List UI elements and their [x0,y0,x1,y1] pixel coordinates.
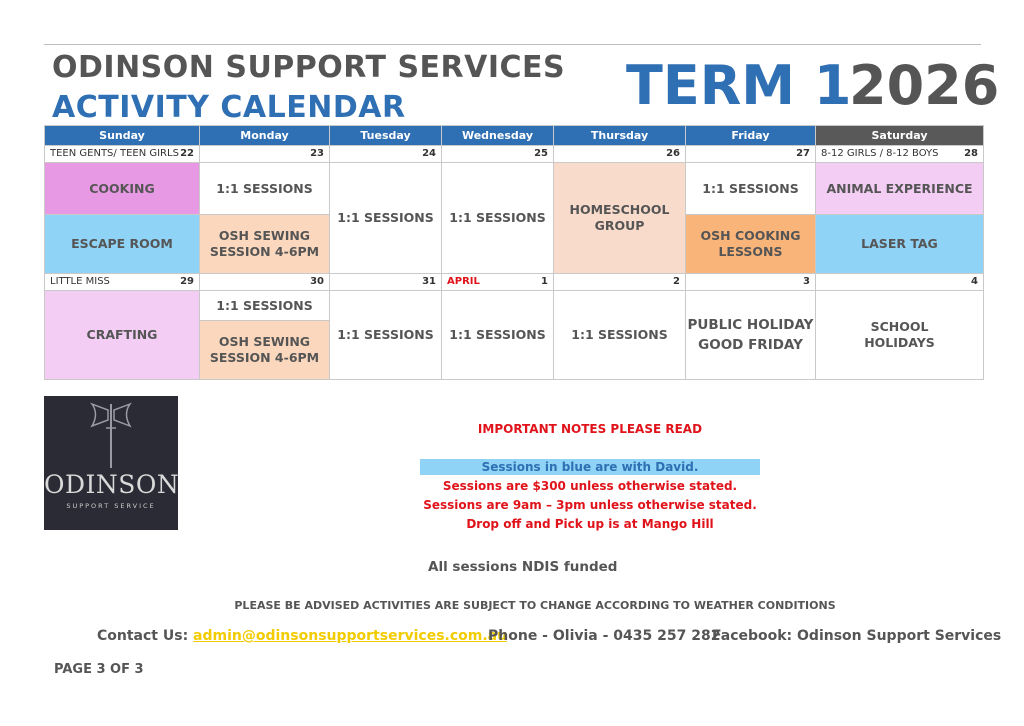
company-logo [44,396,178,530]
day-header: Saturday [816,126,984,146]
activity-cell: 1:1 SESSIONS [330,291,442,380]
activity-cell: LASER TAG [816,215,984,274]
date-cell [442,146,554,163]
notes-title: IMPORTANT NOTES PLEASE READ [477,422,703,436]
activity-line: OSH COOKING [700,228,801,243]
holiday-cell [686,291,816,380]
org-name: ODINSON SUPPORT SERVICES [52,50,566,85]
holiday-cell [816,291,984,380]
holiday-line: GOOD FRIDAY [698,337,803,353]
logo-wordmark: ODINSON [44,470,180,499]
activity-cell: 1:1 SESSIONS [554,291,686,380]
activity-cell: 1:1 SESSIONS [442,163,554,274]
week1-date-row [45,146,984,163]
date-cell [816,274,984,291]
day-header-row [45,126,984,146]
date-number: 30 [310,276,324,287]
activity-cell [200,321,330,380]
logo-tagline: SUPPORT SERVICE [66,502,156,510]
group-label: TEEN GENTS/ TEEN GIRLS [50,148,179,159]
axe-icon [84,400,138,470]
date-cell [554,274,686,291]
top-rule [44,44,981,45]
week1-activity-row [45,163,984,215]
date-cell [686,146,816,163]
note-time: Sessions are 9am – 3pm unless otherwise stated. [423,498,757,512]
note-location: Drop off and Pick up is at Mango Hill [466,517,714,531]
activity-cell: 1:1 SESSIONS [200,291,330,321]
group-label: 8-12 GIRLS / 8-12 BOYS [821,148,939,159]
ndis-note: All sessions NDIS funded [428,559,618,575]
day-header: Monday [200,126,330,146]
contact-line [97,628,507,644]
week2-activity-row [45,291,984,321]
note-price: Sessions are $300 unless otherwise stated. [442,479,738,493]
activity-cell [686,215,816,274]
date-cell [45,274,200,291]
activity-cell: 1:1 SESSIONS [330,163,442,274]
weather-advisory: PLEASE BE ADVISED ACTIVITIES ARE SUBJECT TO CHANGE ACCORDING TO WEATHER CONDITIONS [234,599,836,612]
date-number: 28 [964,148,978,159]
date-number: 27 [796,148,810,159]
activity-calendar [44,125,984,380]
contact-label: Contact Us: [97,628,189,644]
page-number: PAGE 3 OF 3 [54,662,144,677]
date-number: 3 [803,276,810,287]
date-number: 25 [534,148,548,159]
activity-cell: ESCAPE ROOM [45,215,200,274]
note-blue-sessions: Sessions in blue are with David. [420,459,760,475]
day-header: Friday [686,126,816,146]
date-cell [686,274,816,291]
date-number: 4 [971,276,978,287]
activity-cell: 1:1 SESSIONS [200,163,330,215]
month-label: APRIL [447,276,480,287]
date-number: 26 [666,148,680,159]
day-header: Sunday [45,126,200,146]
date-cell [554,146,686,163]
activity-cell: 1:1 SESSIONS [442,291,554,380]
date-number: 22 [180,148,194,159]
day-header: Thursday [554,126,686,146]
date-number: 24 [422,148,436,159]
date-number: 31 [422,276,436,287]
date-cell [816,146,984,163]
activity-cell [554,163,686,274]
week2-date-row [45,274,984,291]
date-number: 29 [180,276,194,287]
year-label: 2026 [849,54,1000,117]
activity-cell [200,215,330,274]
holiday-line: PUBLIC HOLIDAY [687,317,814,333]
activity-line: HOMESCHOOL [569,202,670,217]
activity-line: GROUP [594,218,645,233]
activity-line: OSH SEWING [218,334,311,349]
date-cell [330,274,442,291]
activity-cell: ANIMAL EXPERIENCE [816,163,984,215]
activity-cell: COOKING [45,163,200,215]
holiday-line: HOLIDAYS [864,335,935,350]
date-cell [45,146,200,163]
activity-line: LESSONS [718,244,783,259]
date-cell [200,146,330,163]
email-link[interactable]: admin@odinsonsupportservices.com.au [193,628,508,644]
day-header: Tuesday [330,126,442,146]
date-cell [200,274,330,291]
activity-line: OSH SEWING [218,228,311,243]
facebook-contact: Facebook: Odinson Support Services [712,628,1002,644]
date-number: 1 [541,276,548,287]
term-label: TERM 1 [626,54,852,117]
date-cell [330,146,442,163]
activity-cell: CRAFTING [45,291,200,380]
date-cell [442,274,554,291]
group-label: LITTLE MISS [50,276,110,287]
date-number: 2 [673,276,680,287]
date-number: 23 [310,148,324,159]
day-header: Wednesday [442,126,554,146]
holiday-line: SCHOOL [870,319,929,334]
phone-contact: Phone - Olivia - 0435 257 282 [488,628,721,644]
activity-cell: 1:1 SESSIONS [686,163,816,215]
activity-line: SESSION 4-6PM [209,244,320,259]
activity-line: SESSION 4-6PM [209,350,320,365]
page-subtitle: ACTIVITY CALENDAR [52,90,406,125]
